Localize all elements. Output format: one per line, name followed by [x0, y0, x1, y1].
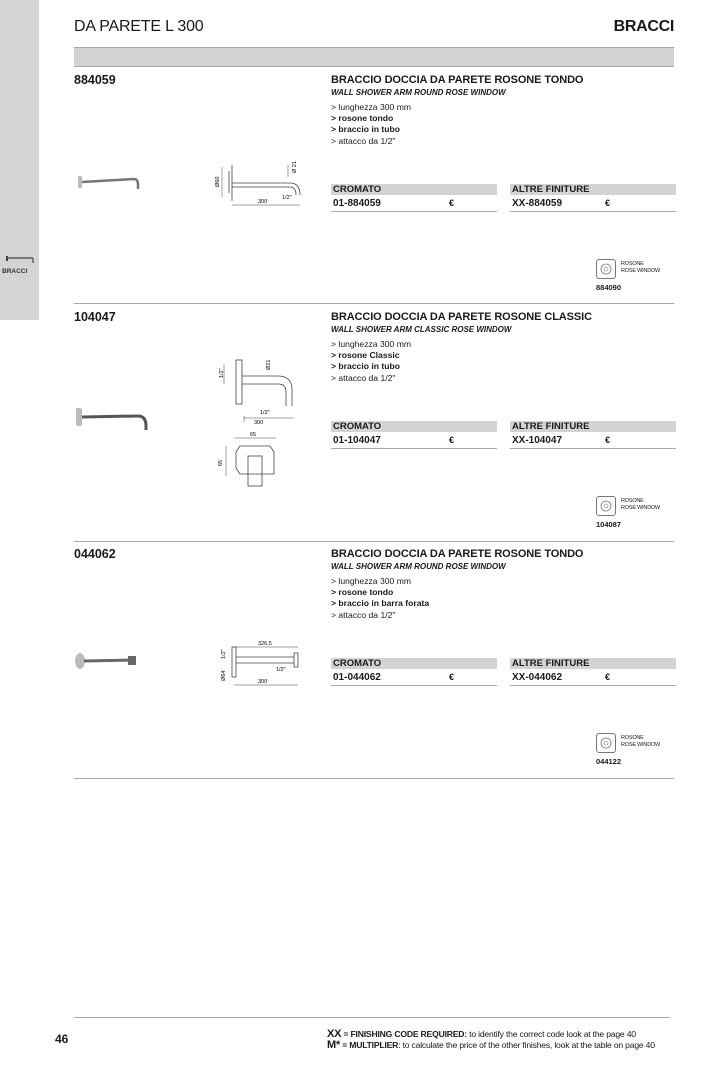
side-section-tab[interactable] — [0, 0, 39, 320]
rose-window-code: 104087 — [596, 520, 622, 529]
side-tab-label: BRACCI — [2, 268, 28, 275]
product-entry — [74, 547, 674, 783]
dimension-label: 65 — [218, 459, 224, 466]
technical-drawing — [214, 639, 306, 691]
product-entry — [74, 310, 674, 546]
rose-label-line: ROSE WINDOW — [621, 268, 661, 274]
dimension-label: 1/2" — [276, 667, 286, 673]
other-finish-code: XX-104047 — [512, 435, 563, 446]
feature-item: > braccio in tubo — [331, 361, 400, 372]
technical-drawing — [214, 356, 310, 492]
section-divider — [74, 541, 674, 542]
feature-item: > attacco da 1/2" — [331, 135, 396, 146]
rose-window-label — [621, 261, 681, 275]
legend-key: XX — [327, 1028, 342, 1040]
rose-window-icon — [596, 496, 616, 516]
currency-symbol: € — [605, 672, 611, 682]
product-code: 104047 — [74, 310, 116, 324]
chrome-code: 01-884059 — [333, 198, 381, 209]
product-subtitle: WALL SHOWER ARM ROUND ROSE WINDOW — [331, 88, 506, 97]
currency-symbol: € — [605, 435, 611, 445]
chrome-price-row — [331, 669, 497, 686]
rose-label-line: ROSONE — [621, 735, 644, 741]
product-code: 044062 — [74, 547, 116, 561]
footer-legend — [327, 1029, 655, 1051]
feature-list — [331, 102, 411, 147]
feature-item: > lunghezza 300 mm — [331, 102, 412, 112]
dimension-label: 1/2" — [282, 195, 292, 201]
product-photo — [76, 173, 142, 195]
product-code: 884059 — [74, 73, 116, 87]
rose-window-label — [621, 498, 681, 512]
feature-item: > braccio in barra forata — [331, 598, 430, 609]
feature-list — [331, 339, 411, 384]
product-title: BRACCIO DOCCIA DA PARETE ROSONE CLASSIC — [331, 311, 592, 323]
legend-text: to identify the correct code look at the page 40 — [469, 1029, 636, 1039]
legend-label: = MULTIPLIER — [342, 1040, 399, 1050]
header-bar — [74, 47, 674, 67]
footer-divider — [74, 1017, 670, 1018]
chrome-header: CROMATO — [331, 184, 497, 195]
dimension-label: 65 — [250, 432, 257, 438]
product-subtitle: WALL SHOWER ARM CLASSIC ROSE WINDOW — [331, 325, 512, 334]
other-finishes-header: ALTRE FINITURE — [510, 184, 676, 195]
rose-window-code: 884090 — [596, 283, 622, 292]
dimension-label: Ø60 — [215, 176, 221, 187]
other-price-row — [510, 432, 676, 449]
rose-label-line: ROSE WINDOW — [621, 505, 661, 511]
product-photo — [74, 406, 150, 436]
rose-label-line: ROSONE — [621, 498, 644, 504]
product-title: BRACCIO DOCCIA DA PARETE ROSONE TONDO — [331, 74, 584, 86]
multiplier-note — [327, 1040, 655, 1051]
feature-item: > rosone Classic — [331, 350, 400, 361]
chrome-header: CROMATO — [331, 421, 497, 432]
legend-key: M* — [327, 1039, 341, 1051]
product-title: BRACCIO DOCCIA DA PARETE ROSONE TONDO — [331, 548, 584, 560]
dimension-label: Ø21 — [266, 359, 272, 370]
dimension-label: 1/2" — [219, 368, 225, 378]
shower-arm-icon — [6, 256, 36, 264]
dimension-label: Ø 21 — [292, 161, 298, 173]
product-photo — [74, 651, 140, 673]
feature-item: > lunghezza 300 mm — [331, 576, 412, 586]
chrome-header: CROMATO — [331, 658, 497, 669]
currency-symbol: € — [605, 198, 611, 208]
page-title: DA PARETE L 300 — [74, 18, 204, 35]
feature-item: > rosone tondo — [331, 113, 394, 124]
legend-text: : to calculate the price of the other finishes, look at the table on page 40 — [398, 1040, 655, 1050]
rose-label-line: ROSE WINDOW — [621, 742, 661, 748]
dimension-label: 1/2" — [260, 410, 270, 416]
legend-label: = FINISHING CODE REQUIRED: — [343, 1029, 467, 1039]
rose-window-code: 044122 — [596, 757, 622, 766]
product-subtitle: WALL SHOWER ARM ROUND ROSE WINDOW — [331, 562, 506, 571]
currency-symbol: € — [449, 435, 455, 445]
currency-symbol: € — [449, 672, 455, 682]
other-price-row — [510, 195, 676, 212]
rose-label-line: ROSONE — [621, 261, 644, 267]
dimension-label: 1/2" — [221, 649, 227, 659]
feature-item: > attacco da 1/2" — [331, 372, 396, 383]
chrome-price-row — [331, 432, 497, 449]
dimension-label: 300 — [258, 679, 268, 685]
feature-list — [331, 576, 429, 621]
rose-window-icon — [596, 733, 616, 753]
other-finish-code: XX-884059 — [512, 198, 563, 209]
other-finishes-header: ALTRE FINITURE — [510, 421, 676, 432]
feature-item: > lunghezza 300 mm — [331, 339, 412, 349]
other-price-row — [510, 669, 676, 686]
rose-window-label — [621, 735, 681, 749]
section-divider — [74, 778, 674, 779]
chrome-price-row — [331, 195, 497, 212]
page-number: 46 — [55, 1032, 69, 1046]
rose-window-icon — [596, 259, 616, 279]
technical-drawing — [212, 161, 306, 209]
section-divider — [74, 303, 674, 304]
section-title: BRACCI — [613, 18, 674, 35]
feature-item: > braccio in tubo — [331, 124, 400, 135]
dimension-label: Ø64 — [221, 670, 227, 681]
chrome-code: 01-104047 — [333, 435, 381, 446]
other-finishes-header: ALTRE FINITURE — [510, 658, 676, 669]
other-finish-code: XX-044062 — [512, 672, 563, 683]
finishing-code-note — [327, 1029, 655, 1040]
currency-symbol: € — [449, 198, 455, 208]
chrome-code: 01-044062 — [333, 672, 381, 683]
dimension-label: 326,5 — [258, 641, 272, 647]
dimension-label: 300 — [254, 420, 264, 426]
feature-item: > attacco da 1/2" — [331, 609, 396, 620]
product-entry — [74, 73, 674, 309]
feature-item: > rosone tondo — [331, 587, 394, 598]
dimension-label: 300 — [258, 199, 268, 205]
